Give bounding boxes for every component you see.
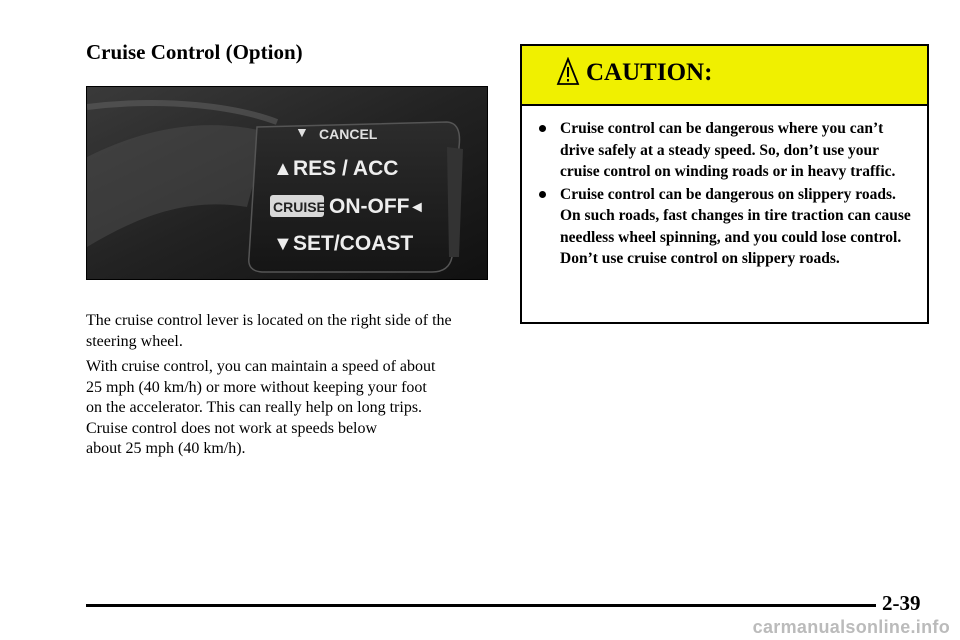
warning-triangle-icon — [556, 57, 580, 87]
caution-item-text: Cruise control can be dangerous on slippery roads. On such roads, fast changes in tire traction can cause needless wheel spinning, and you could lose control. Don’t use cruise control on slippery roads. — [560, 185, 911, 267]
text-line: on the accelerator. This can really help on long trips. — [86, 399, 423, 416]
paragraph-cruise-description — [86, 357, 496, 460]
set-arrow: ▼ — [273, 233, 293, 255]
caution-box — [520, 44, 929, 324]
set-coast-label: SET/COAST — [293, 232, 414, 255]
cancel-label: CANCEL — [319, 126, 378, 142]
text-line: 25 mph (40 km/h) or more without keeping your foot — [86, 378, 427, 396]
cruise-label: CRUISE — [273, 199, 326, 215]
cruise-lever-illustration — [87, 87, 487, 279]
cancel-arrow: ▼ — [295, 124, 309, 140]
watermark: carmanualsonline.info — [752, 617, 950, 637]
res-acc-label: RES / ACC — [293, 157, 399, 180]
text-line: about 25 mph (40 km/h). — [86, 440, 246, 457]
on-off-arrow: ◄ — [409, 199, 425, 216]
res-arrow: ▲ — [273, 158, 293, 180]
caution-title: CAUTION: — [586, 59, 713, 86]
section-title: Cruise Control (Option) — [86, 40, 303, 64]
caution-header — [522, 46, 927, 106]
text-line: With cruise control, you can maintain a speed of about — [86, 358, 436, 375]
caution-item — [536, 118, 916, 183]
bullet-dot-icon — [539, 125, 546, 132]
page-number: 2-39 — [882, 591, 921, 615]
text-line: Cruise control does not work at speeds below — [86, 419, 378, 437]
paragraph-lever-location: The cruise control lever is located on the right side of the steering wheel. — [86, 312, 452, 350]
caution-item — [536, 184, 916, 270]
on-off-label: ON-OFF — [329, 195, 410, 218]
caution-list — [536, 118, 916, 271]
cruise-control-lever-image — [86, 86, 488, 280]
footer-rule — [86, 604, 876, 607]
caution-item-text: Cruise control can be dangerous where you can’t drive safely at a steady speed. So, don’t use your cruise control on winding roads or in heavy traffic. — [560, 120, 896, 180]
bullet-dot-icon — [539, 191, 546, 198]
